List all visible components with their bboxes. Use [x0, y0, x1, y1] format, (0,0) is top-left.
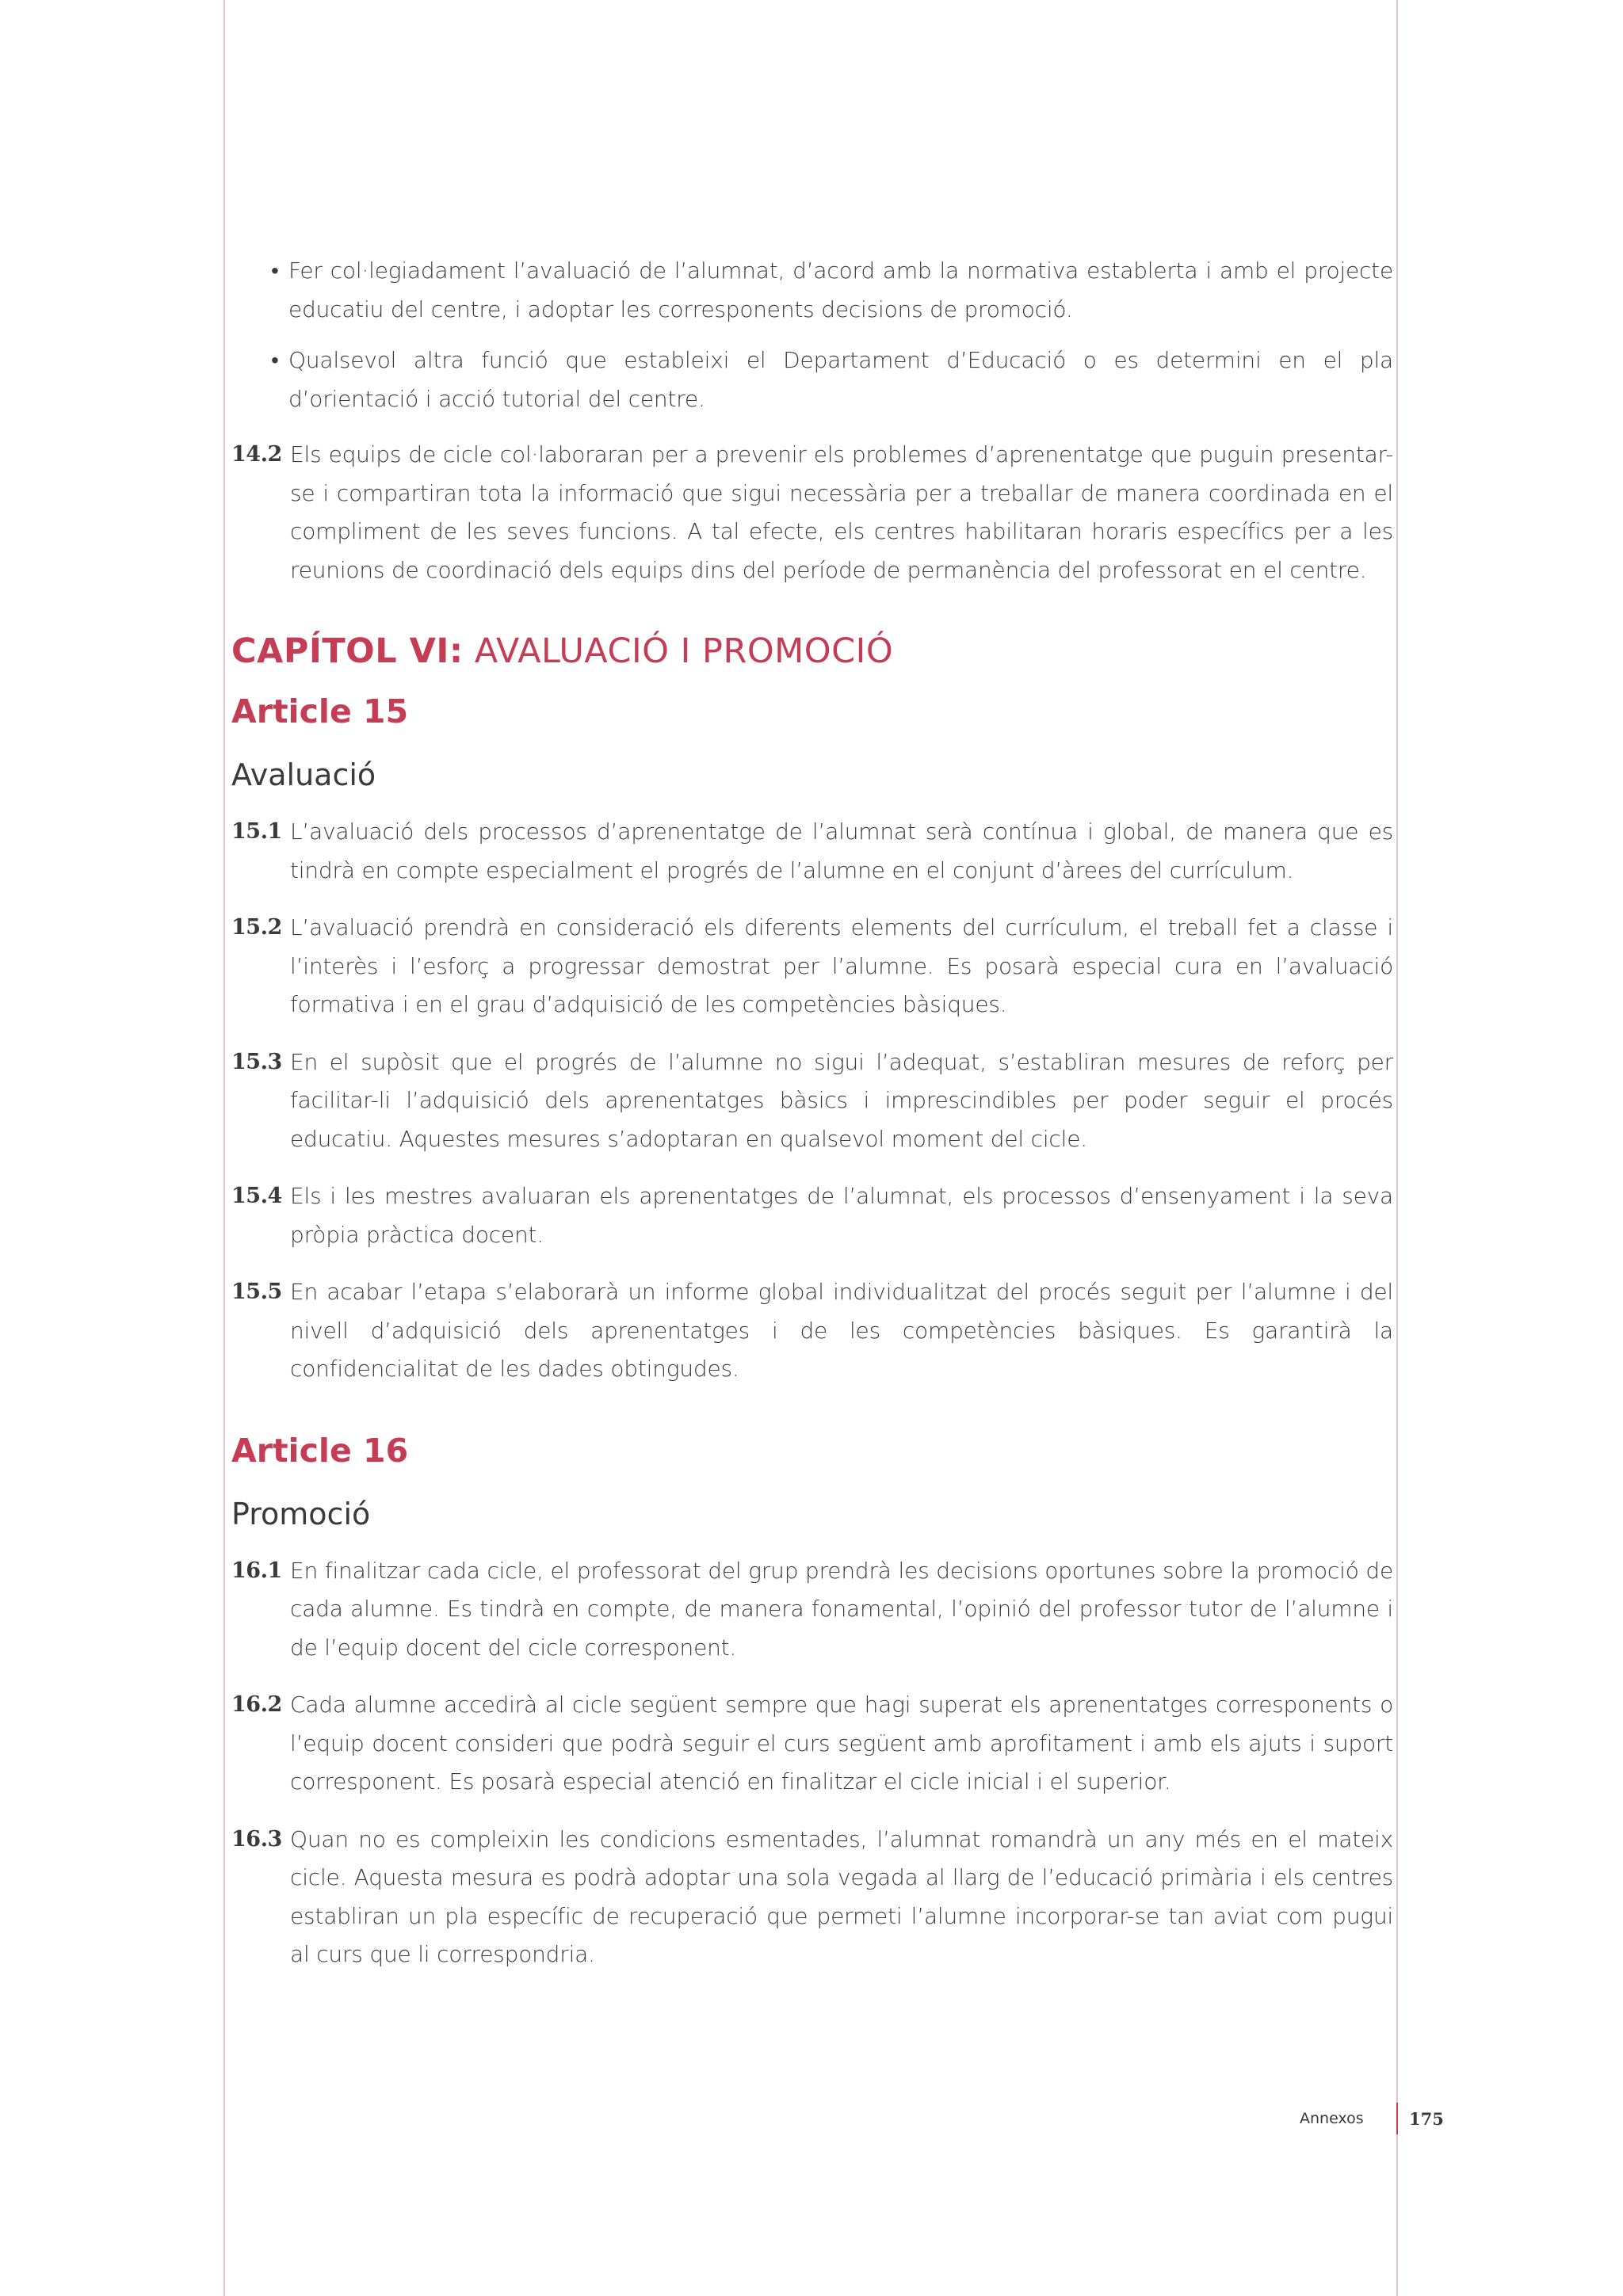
paragraph-text: Els equips de cicle col·laboraran per a prevenir els problemes d’aprenentatge que puguin presentar-se i compartiran tota la informació que sigui necessària per a treballar de manera coordinada en el compliment de les seves funcions. A tal efecte, els centres habilitaran horaris específics per a les reunions de coordinació dels equips dins del període de permanència del professorat en el centre.: [290, 441, 1393, 583]
paragraph-number: 16.1: [231, 1558, 282, 1583]
bullet-text: Qualsevol altra funció que estableixi el Departament d’Educació o es determini en el pla d’orientació i acció tutorial del centre.: [288, 347, 1393, 412]
article-15-heading: Article 15: [231, 692, 409, 730]
paragraph-text: En el supòsit que el progrés de l’alumne no sigui l’adequat, s’establiran mesures de reforç per facilitar-li l’adquisició dels aprenentatges bàsics i imprescindibles per poder seguir el procés educatiu. Aquestes mesures s’adoptaran en qualsevol moment del cicle.: [290, 1048, 1393, 1152]
paragraph-15-4: [231, 1177, 1393, 1254]
article-15-subtitle: Avaluació: [231, 757, 376, 792]
paragraph-number: 15.5: [231, 1280, 282, 1304]
paragraph-text: L’avaluació prendrà en consideració els diferents elements del currículum, el treball fet a classe i l’interès i l’esforç a progressar demostrat per l’alumne. Es posarà especial cura en l’avaluació formativa i en el grau d’adquisició de les competències bàsiques.: [290, 914, 1393, 1017]
article-16-subtitle: Promoció: [231, 1496, 371, 1531]
paragraph-16-1: [231, 1552, 1393, 1668]
paragraph-text: Els i les mestres avaluaran els aprenentatges de l’alumnat, els processos d’ensenyament i la seva pròpia pràctica docent.: [290, 1183, 1393, 1248]
paragraph-number: 16.3: [231, 1826, 282, 1852]
paragraph-number: 14.2: [231, 442, 282, 467]
paragraph-number: 15.3: [231, 1049, 282, 1074]
paragraph-text: Quan no es compleixin les condicions esmentades, l’alumnat romandrà un any més en el mateix cicle. Aquesta mesura es podrà adoptar una sola vegada al llarg de l’educació primària i els centres establiran un pla específic de recuperació que permeti l’alumne incorporar-se tan aviat com pugui al curs que li correspondria.: [290, 1825, 1393, 1967]
bullet-item: [231, 252, 1393, 329]
bullet-text: Fer col·legiadament l’avaluació de l’alumnat, d’acord amb la normativa establerta i amb el projecte educatiu del centre, i adoptar les corresponents decisions de promoció.: [288, 257, 1393, 322]
left-margin-rule: [223, 0, 225, 2296]
paragraph-15-5: [231, 1273, 1393, 1389]
paragraph-text: En acabar l’etapa s’elaborarà un informe global individualitzat del procés seguit per l’alumne i del nivell d’adquisició dels aprenentatges i de les competències bàsiques. Es garantirà la confidencialitat de les dades obtingudes.: [290, 1279, 1393, 1382]
right-margin-rule: [1396, 0, 1398, 2296]
page-content: [231, 252, 1393, 1993]
paragraph-15-1: [231, 813, 1393, 890]
footer-section-label: Annexos: [1300, 2110, 1364, 2127]
bullet-icon: •: [271, 347, 279, 373]
chapter-heading: [231, 629, 1393, 673]
bullet-item: [231, 341, 1393, 418]
paragraph-text: Cada alumne accedirà al cicle següent sempre que hagi superat els aprenentatges corresponents o l’equip docent consideri que podrà seguir el curs següent amb aprofitament i amb els ajuts i suport corresponent. Es posarà especial atenció en finalitzar el cicle inicial i el superior.: [290, 1691, 1393, 1794]
paragraph-text: L’avaluació dels processos d’aprenentatge de l’alumnat serà contínua i global, de manera que es tindrà en compte especialment el progrés de l’alumne en el conjunt d’àrees del currículum.: [290, 818, 1393, 883]
paragraph-number: 15.2: [231, 915, 282, 940]
footer-separator: [1396, 2103, 1398, 2134]
paragraph-14-2: [231, 436, 1393, 589]
paragraph-16-3: [231, 1821, 1393, 1974]
paragraph-number: 15.1: [231, 819, 282, 844]
article-16-heading: Article 16: [231, 1431, 409, 1470]
chapter-label: CAPÍTOL VI:: [231, 631, 464, 671]
bullet-icon: •: [271, 257, 279, 284]
paragraph-number: 16.2: [231, 1692, 282, 1717]
chapter-title: AVALUACIÓ I PROMOCIÓ: [474, 631, 894, 671]
paragraph-15-2: [231, 909, 1393, 1024]
paragraph-16-2: [231, 1686, 1393, 1802]
paragraph-15-3: [231, 1043, 1393, 1159]
paragraph-number: 15.4: [231, 1184, 282, 1208]
page-number: 175: [1409, 2108, 1444, 2129]
paragraph-text: En finalitzar cada cicle, el professorat del grup prendrà les decisions oportunes sobre la promoció de cada alumne. Es tindrà en compte, de manera fonamental, l’opinió del professor tutor de l’alumne i de l’equip docent del cicle corresponent.: [290, 1557, 1393, 1661]
